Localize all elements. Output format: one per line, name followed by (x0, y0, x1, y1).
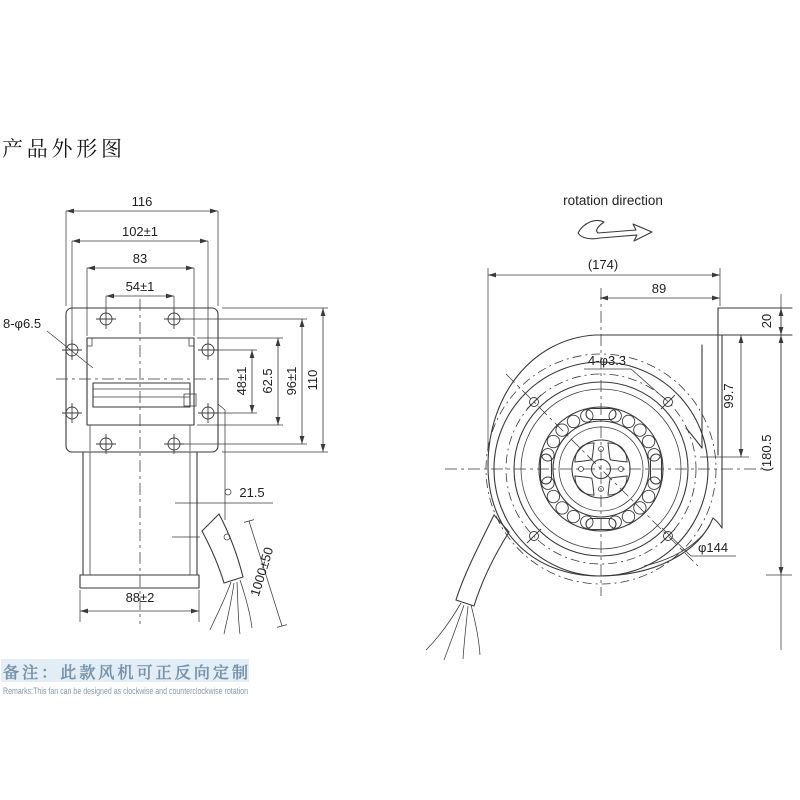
dim-174: (174) (587, 257, 619, 272)
dim-116: 116 (131, 194, 153, 209)
front-dimensions (3, 194, 328, 627)
power-cable-side (426, 515, 509, 660)
remark-zh: 备注：此款风机可正反向定制 (3, 665, 249, 682)
dim-88: 88±2 (125, 590, 155, 605)
dim-20: 20 (759, 313, 774, 329)
dim-54: 54±1 (125, 279, 155, 294)
side-dimensions (488, 257, 781, 650)
terminal-slot (93, 383, 196, 407)
motor-body (80, 452, 199, 588)
dim-1000: 1000±50 (247, 545, 277, 599)
dim-110: 110 (305, 369, 320, 391)
side-view (426, 193, 792, 660)
dim-83: 83 (132, 251, 148, 266)
dim-48: 48±1 (234, 366, 249, 396)
rotation-direction-label: rotation direction (563, 193, 663, 208)
front-view (3, 194, 328, 634)
label-impeller-holes: 4-φ3.3 (587, 353, 627, 368)
label-mount-holes: 8-φ6.5 (3, 316, 42, 331)
page-title: 产品外形图 (2, 138, 122, 161)
remarks (1, 659, 249, 697)
dim-180-5: (180.5 (759, 434, 774, 472)
label-impeller-diameter: φ144 (697, 540, 729, 555)
dim-102: 102±1 (121, 224, 159, 239)
dim-89: 89 (651, 281, 667, 296)
rotation-arrow-icon (578, 220, 652, 241)
dim-21-5: 21.5 (239, 485, 265, 500)
power-cable-front (202, 514, 252, 634)
dim-96: 96±1 (284, 366, 299, 396)
mounting-plate (66, 308, 218, 452)
remark-en: Remarks:This fan can be designed as clockwise and counterclockwise rotation (3, 686, 249, 697)
dim-62-5: 62.5 (260, 368, 275, 394)
dim-99-7: 99.7 (721, 383, 736, 409)
